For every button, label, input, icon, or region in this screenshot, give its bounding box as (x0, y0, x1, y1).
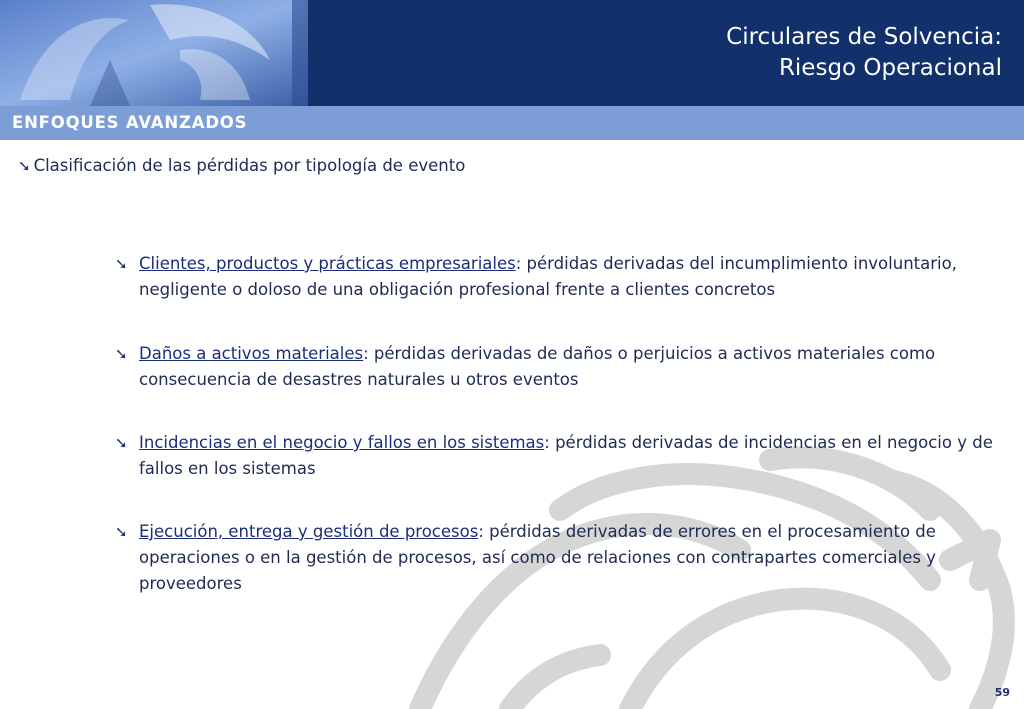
list-item-term: Daños a activos materiales (139, 344, 364, 363)
list-item-text (139, 251, 995, 303)
list-item-term: Ejecución, entrega y gestión de procesos (139, 522, 479, 541)
intro-text: Clasificación de las pérdidas por tipología de evento (33, 156, 466, 175)
intro-line (18, 156, 465, 175)
slide-title (726, 22, 1002, 84)
title-line-2: Riesgo Operacional (778, 55, 1002, 81)
section-label: ENFOQUES AVANZADOS (12, 113, 248, 132)
arrow-down-right-icon: ➘ (115, 345, 128, 363)
section-bar (0, 106, 1024, 140)
header-photo (0, 0, 308, 106)
list-item-desc: : pérdidas derivadas de errores en el procesamiento de operaciones o en la gestión de procesos, así como de relaciones con contrapartes comerciales y proveedores (139, 522, 936, 593)
slide-header (0, 0, 1024, 106)
list-item-term: Clientes, productos y prácticas empresariales (139, 254, 516, 273)
arrow-down-right-icon: ➘ (115, 523, 128, 541)
list-item-term: Incidencias en el negocio y fallos en los sistemas (139, 433, 545, 452)
list-item-desc: : pérdidas derivadas de incidencias en el negocio y de fallos en los sistemas (139, 433, 993, 478)
logo-collage-image (0, 0, 308, 106)
list-item-text (139, 519, 995, 597)
arrow-down-right-icon: ➘ (115, 255, 128, 273)
list-item-desc: : pérdidas derivadas del incumplimiento involuntario, negligente o doloso de una obligación profesional frente a clientes concretos (139, 254, 957, 299)
arrow-down-right-icon: ➘ (115, 434, 128, 452)
list-item-text (139, 430, 995, 482)
list-item-desc: : pérdidas derivadas de daños o perjuicios a activos materiales como consecuencia de desastres naturales u otros eventos (139, 344, 936, 389)
list-item-text (139, 341, 995, 393)
title-line-1: Circulares de Solvencia: (726, 24, 1002, 50)
page-number: 59 (994, 686, 1010, 699)
arrow-down-right-icon: ➘ (18, 157, 31, 175)
